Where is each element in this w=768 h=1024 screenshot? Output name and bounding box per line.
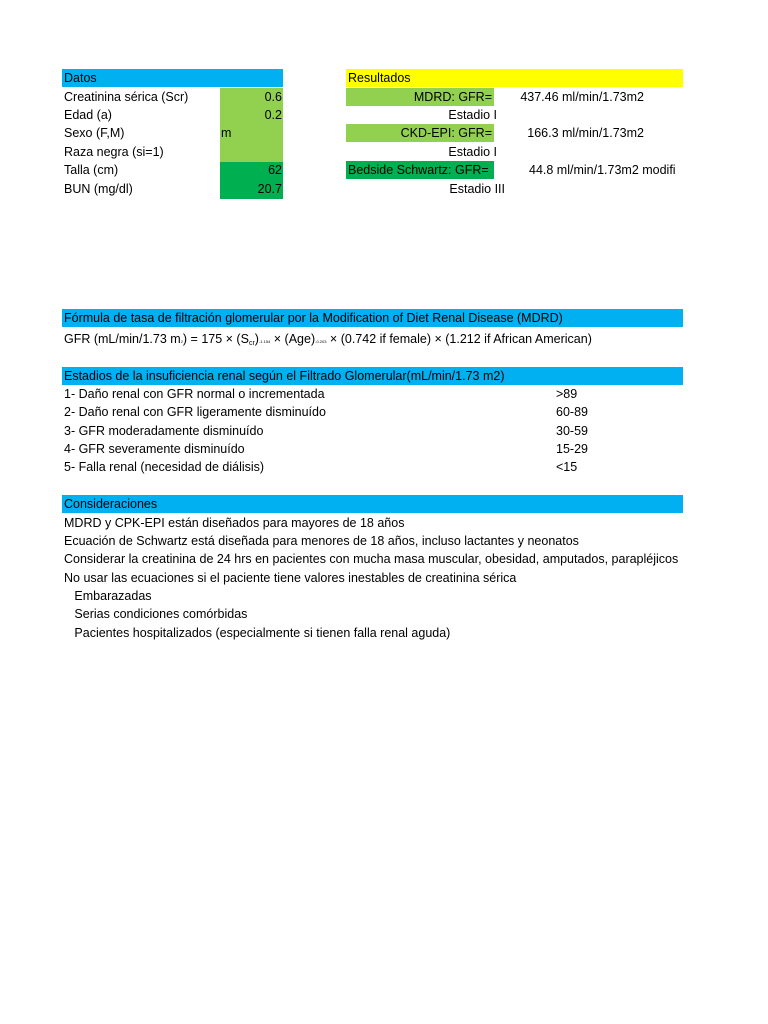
datos-label-raza: Raza negra (si=1) — [64, 145, 164, 159]
estadio-row-4-range: 15-29 — [556, 442, 588, 456]
datos-value-edad[interactable]: 0.2 — [264, 108, 282, 122]
ckd-label: CKD-EPI: GFR= — [400, 126, 492, 140]
schwartz-label: Bedside Schwartz: GFR= — [348, 163, 489, 177]
datos-header: Datos — [64, 71, 97, 85]
consideracion-line-5: Embarazadas — [64, 589, 152, 603]
consideracion-line-1: MDRD y CPK-EPI están diseñados para mayores de 18 años — [64, 516, 405, 530]
formula-text — [64, 330, 592, 353]
consideraciones-header: Consideraciones — [64, 497, 158, 511]
consideracion-line-6: Serias condiciones comórbidas — [64, 607, 248, 621]
resultados-header: Resultados — [348, 71, 411, 85]
formula-part1: GFR (mL/min/1.73 m — [64, 332, 181, 346]
ckd-stage: Estadio I — [448, 145, 497, 159]
datos-value-talla[interactable]: 62 — [268, 163, 282, 177]
formula-part4: × (Age) — [270, 332, 316, 346]
estadio-row-1-label: 1- Daño renal con GFR normal o incrementada — [64, 387, 325, 401]
mdrd-stage: Estadio I — [448, 108, 497, 122]
estadios-header: Estadios de la insuficiencia renal según el Filtrado Glomerular(mL/min/1.73 m2) — [64, 369, 505, 383]
estadio-row-4-label: 4- GFR severamente disminuído — [64, 442, 245, 456]
formula-part2: ) = 175 × (S — [182, 332, 249, 346]
estadio-row-3-label: 3- GFR moderadamente disminuído — [64, 424, 264, 438]
schwartz-value: 44.8 ml/min/1.73m2 modifi — [529, 163, 676, 177]
formula-sup1: 2 — [180, 339, 183, 344]
formula-part5: × (0.742 if female) × (1.212 if African American) — [326, 332, 592, 346]
ckd-value: 166.3 ml/min/1.73m2 — [527, 126, 644, 140]
consideracion-line-4: No usar las ecuaciones si el paciente tiene valores inestables de creatinina sérica — [64, 571, 517, 585]
mdrd-value: 437.46 ml/min/1.73m2 — [520, 90, 644, 104]
estadio-row-5-range: <15 — [556, 460, 578, 474]
datos-label-creatinina: Creatinina sérica (Scr) — [64, 90, 189, 104]
consideracion-line-3: Considerar la creatinina de 24 hrs en pacientes con mucha masa muscular, obesidad, amputados, parapléjicos — [64, 552, 679, 566]
schwartz-stage: Estadio III — [449, 182, 505, 196]
datos-value-creatinina[interactable]: 0.6 — [264, 90, 282, 104]
estadio-row-5-label: 5- Falla renal (necesidad de diálisis) — [64, 460, 265, 474]
formula-exp1: -1.154 — [258, 339, 271, 344]
consideracion-line-2: Ecuación de Schwartz está diseñada para menores de 18 años, incluso lactantes y neonatos — [64, 534, 579, 548]
datos-label-talla: Talla (cm) — [64, 163, 119, 177]
datos-label-edad: Edad (a) — [64, 108, 112, 122]
datos-value-sexo[interactable]: m — [221, 126, 232, 140]
formula-part3: ) — [254, 332, 259, 346]
mdrd-label: MDRD: GFR= — [413, 90, 492, 104]
estadio-row-2-range: 60-89 — [556, 405, 588, 419]
datos-value-bun[interactable]: 20.7 — [257, 182, 282, 196]
datos-label-bun: BUN (mg/dl) — [64, 182, 133, 196]
estadio-row-3-range: 30-59 — [556, 424, 588, 438]
formula-sub-cr: cr — [248, 340, 255, 347]
estadio-row-2-label: 2- Daño renal con GFR ligeramente disminuído — [64, 405, 326, 419]
formula-header: Fórmula de tasa de filtración glomerular por la Modification of Diet Renal Disease (MDRD) — [64, 311, 563, 325]
datos-label-sexo: Sexo (F,M) — [64, 126, 125, 140]
estadio-row-1-range: >89 — [556, 387, 578, 401]
formula-exp2: -0.203 — [315, 339, 327, 344]
consideracion-line-7: Pacientes hospitalizados (especialmente si tienen falla renal aguda) — [64, 626, 451, 640]
